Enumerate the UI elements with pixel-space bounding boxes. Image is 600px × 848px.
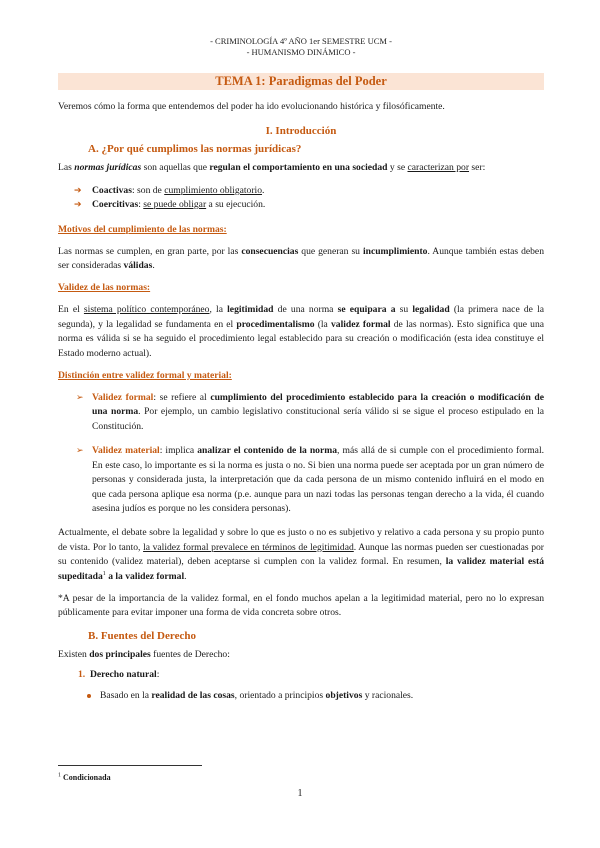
list-item-validez-formal: ➢ Validez formal: se refiere al cumplimiento del procedimiento establecido para la creación o modificación de una norma. Por ejemplo, un cambio legislativo constitucional sería válido si se sigue el proceso estipulado en la Constitución. <box>76 392 544 432</box>
heading-motivos: Motivos del cumplimiento de las normas: <box>58 223 227 235</box>
nota-paragraph: *A pesar de la importancia de la validez formal, en el fondo muchos apelan a la legitimidad material, pero no lo expresan públicamente para evitar imponer una forma de vida concreta sobre otros. <box>58 592 544 619</box>
footnote-ref: 1 <box>102 570 106 577</box>
triangle-bullet-icon: ➢ <box>76 393 84 404</box>
motivos-paragraph: Las normas se cumplen, en gran parte, por las consecuencias que generan su incumplimiento. Aunque también estas deben ser consideradas válidas. <box>58 245 544 272</box>
actualmente-paragraph: Actualmente, el debate sobre la legalidad y sobre lo que es justo o no es subjetivo y relativo a cada persona y su propio punto de vista. Por lo tanto, la validez formal prevalece en términos de legitimidad. Aunque las normas pueden ser cuestionadas por su contenido (validez material), deben aceptarse si cumplen con la validez formal. En resumen, la validez material está supeditada$^1$ a la validez formal. <box>58 527 544 582</box>
section-introduccion: I. Introducción <box>265 125 337 138</box>
heading-validez: Validez de las normas: <box>58 282 151 294</box>
list-item-bullet-realidad: Basado en la realidad de las cosas, orientado a principios objetivos y racionales. <box>58 689 544 703</box>
triangle-bullet-icon: ➢ <box>76 446 84 457</box>
page-number: 1 <box>297 788 303 799</box>
arrow-right-icon: ➔ <box>74 200 82 211</box>
list-item-derecho-natural: 1. Derecho natural: <box>78 669 160 681</box>
intro-paragraph: Veremos cómo la forma que entendemos del poder ha ido evolucionando histórica y filosóficamente. <box>58 101 445 112</box>
header-subject: - HUMANISMO DINÁMICO - <box>246 47 356 57</box>
subsection-b: B. Fuentes del Derecho <box>88 629 196 642</box>
fuentes-paragraph: Existen dos principales fuentes de Derecho: <box>58 648 230 660</box>
bullet-dot-icon <box>87 694 91 698</box>
document-page <box>58 0 544 703</box>
footnote: $^1$ Condicionada <box>58 772 111 782</box>
header-course: - CRIMINOLOGÍA 4º AÑO 1er SEMESTRE UCM - <box>210 36 392 46</box>
footnote-separator <box>58 765 202 766</box>
arrow-right-icon: ➔ <box>74 185 82 196</box>
normas-paragraph: Las normas jurídicas son aquellas que regulan el comportamiento en una sociedad y se caracterizan por ser: <box>58 162 486 174</box>
subsection-a: A. ¿Por qué cumplimos las normas jurídicas? <box>88 143 302 156</box>
list-item-coactivas: ➔ Coactivas: son de cumplimiento obligatorio. <box>58 184 544 198</box>
validez-paragraph: En el sistema político contemporáneo, la legitimidad de una norma se equipara a su legalidad (la primera nace de la segunda), y la legalidad se fundamenta en el procedimentalismo (la validez formal de las normas). Esto significa que una norma es válida si se ha seguido el procedimiento legal establecido para su creación o modificación (esta idea constituye el Estado moderno actual). <box>58 304 545 359</box>
list-item-coercitivas: ➔ Coercitivas: se puede obligar a su ejecución. <box>58 198 544 212</box>
heading-distincion: Distinción entre validez formal y material: <box>58 370 232 382</box>
list-item-validez-material: ➢ Validez material: implica analizar el contenido de la norma, más allá de si cumple con el procedimiento formal. En este caso, lo importante es si la norma es justa o no. Si bien una norma puede ser aceptada por un gran número de personas y considerada justa, la interpretación que da cada persona de un mismo contenido influirá en el modo en que cada persona aplique esa norma (p.e. aunque para un nazi todas las personas tengan derecho a la vida, él cuando asesina judíos es porque no les considera personas). <box>76 445 545 514</box>
page-title: TEMA 1: Paradigmas del Poder <box>58 73 544 90</box>
